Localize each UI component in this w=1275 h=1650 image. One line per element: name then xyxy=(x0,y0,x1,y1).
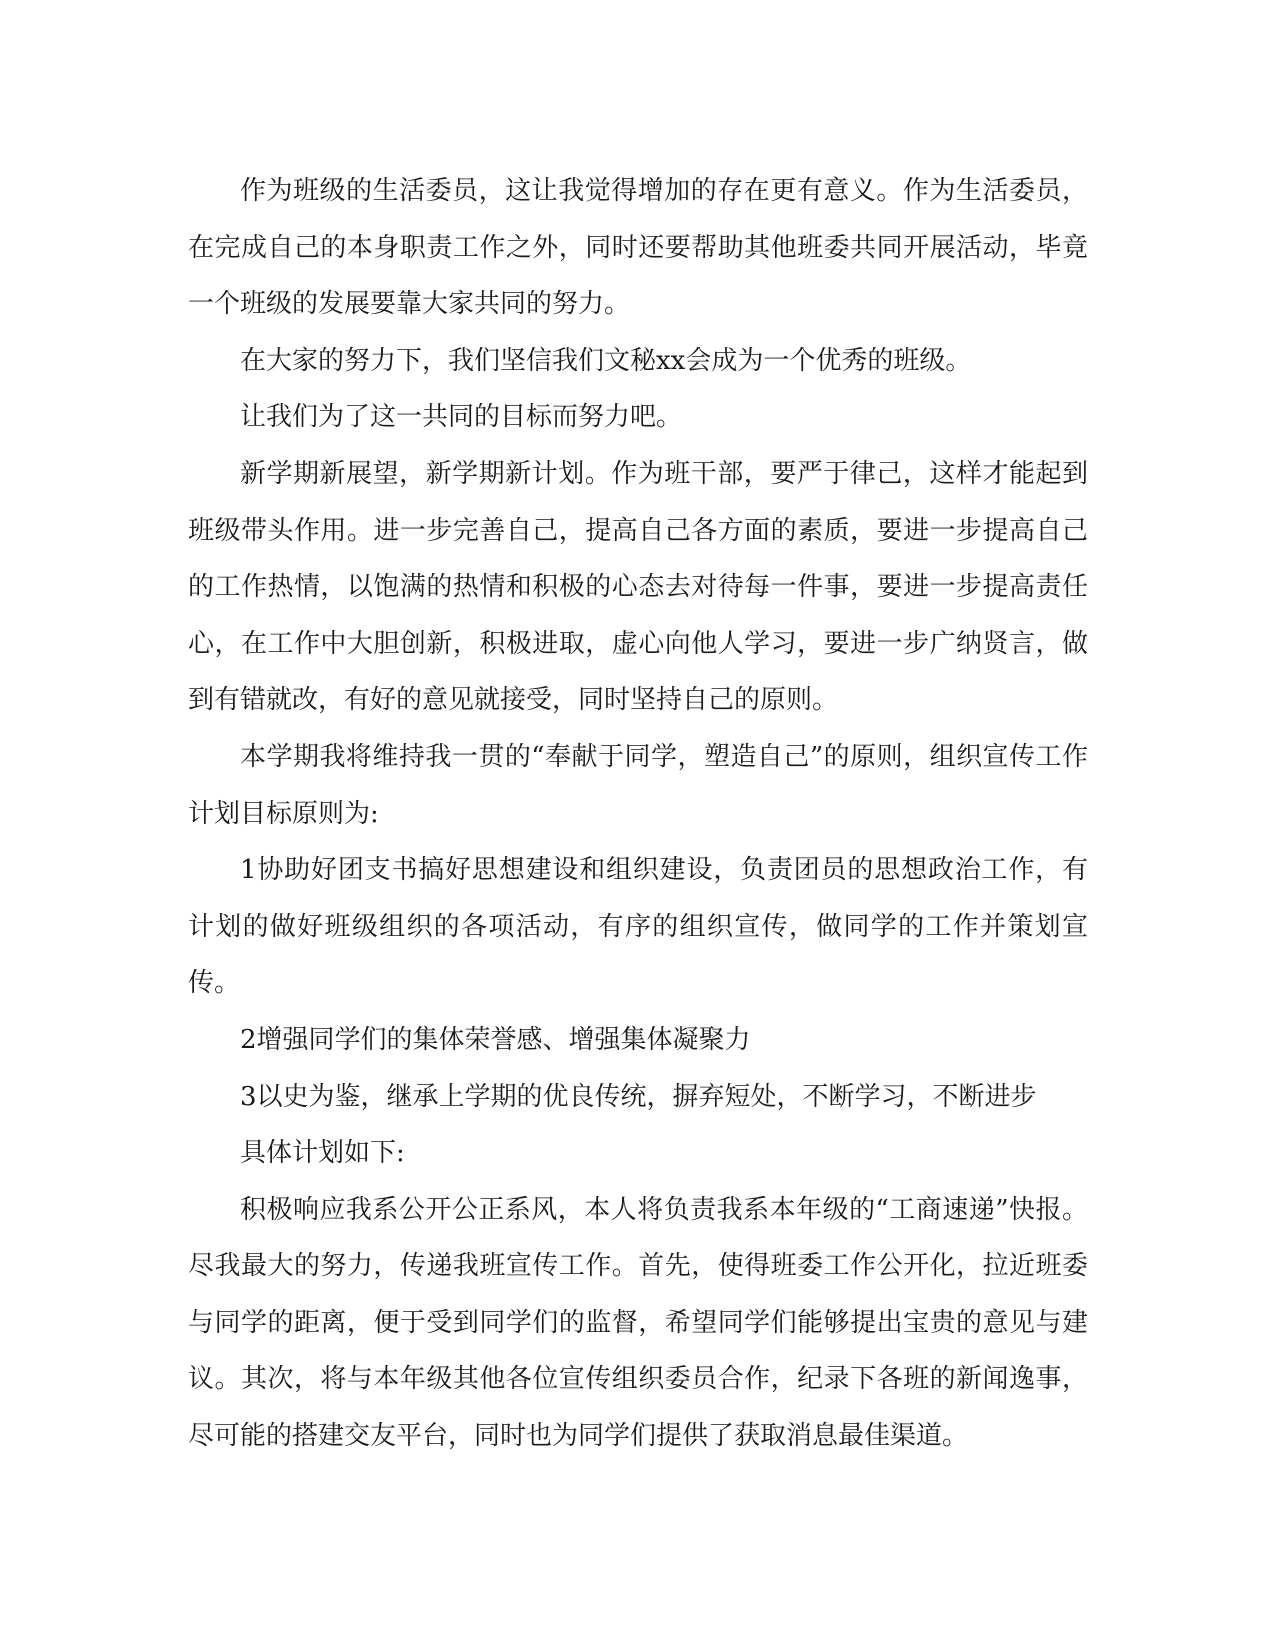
paragraph-1: 作为班级的生活委员，这让我觉得增加的存在更有意义。作为生活委员，在完成自己的本身职责工作之外，同时还要帮助其他班委共同开展活动，毕竟一个班级的发展要靠大家共同的努力。 xyxy=(188,176,1088,320)
paragraph-6: 积极响应我系公开公正系风，本人将负责我系本年级的“工商速递”快报。尽我最大的努力，传递我班宣传工作。首先，使得班委工作公开化，拉近班委与同学的距离，便于受到同学们的监督，希望同学们能够提出宝贵的意见与建议。其次，将与本年级其他各位宣传组织委员合作，纪录下各班的新闻逸事，尽可能的搭建交友平台，同时也为同学们提供了获取消息最佳渠道。 xyxy=(188,1194,1088,1452)
list-item-3: 3以史为鉴，继承上学期的优良传统，摒弃短处，不断学习，不断进步 xyxy=(240,1081,1037,1112)
list-item-1: 1协助好团支书搞好思想建设和组织建设，负责团员的思想政治工作，有计划的做好班级组织的各项活动，有序的组织宣传，做同学的工作并策划宣传。 xyxy=(188,855,1088,999)
paragraph-2: 在大家的努力下，我们坚信我们文秘xx会成为一个优秀的班级。 xyxy=(240,345,972,376)
paragraph-3: 让我们为了这一共同的目标而努力吧。 xyxy=(240,402,683,433)
paragraph-5: 本学期我将维持我一贯的“奉献于同学，塑造自己”的原则，组织宣传工作计划目标原则为: xyxy=(188,741,1088,829)
list-item-2: 2增强同学们的集体荣誉感、增强集体凝聚力 xyxy=(240,1024,751,1055)
document-body xyxy=(188,163,1088,1465)
plan-heading: 具体计划如下: xyxy=(240,1138,405,1169)
paragraph-4: 新学期新展望，新学期新计划。作为班干部，要严于律己，这样才能起到班级带头作用。进一步完善自己，提高自己各方面的素质，要进一步提高自己的工作热情，以饱满的热情和积极的心态去对待每一件事，要进一步提高责任心，在工作中大胆创新，积极进取，虚心向他人学习，要进一步广纳贤言，做到有错就改，有好的意见就接受，同时坚持自己的原则。 xyxy=(188,458,1088,716)
